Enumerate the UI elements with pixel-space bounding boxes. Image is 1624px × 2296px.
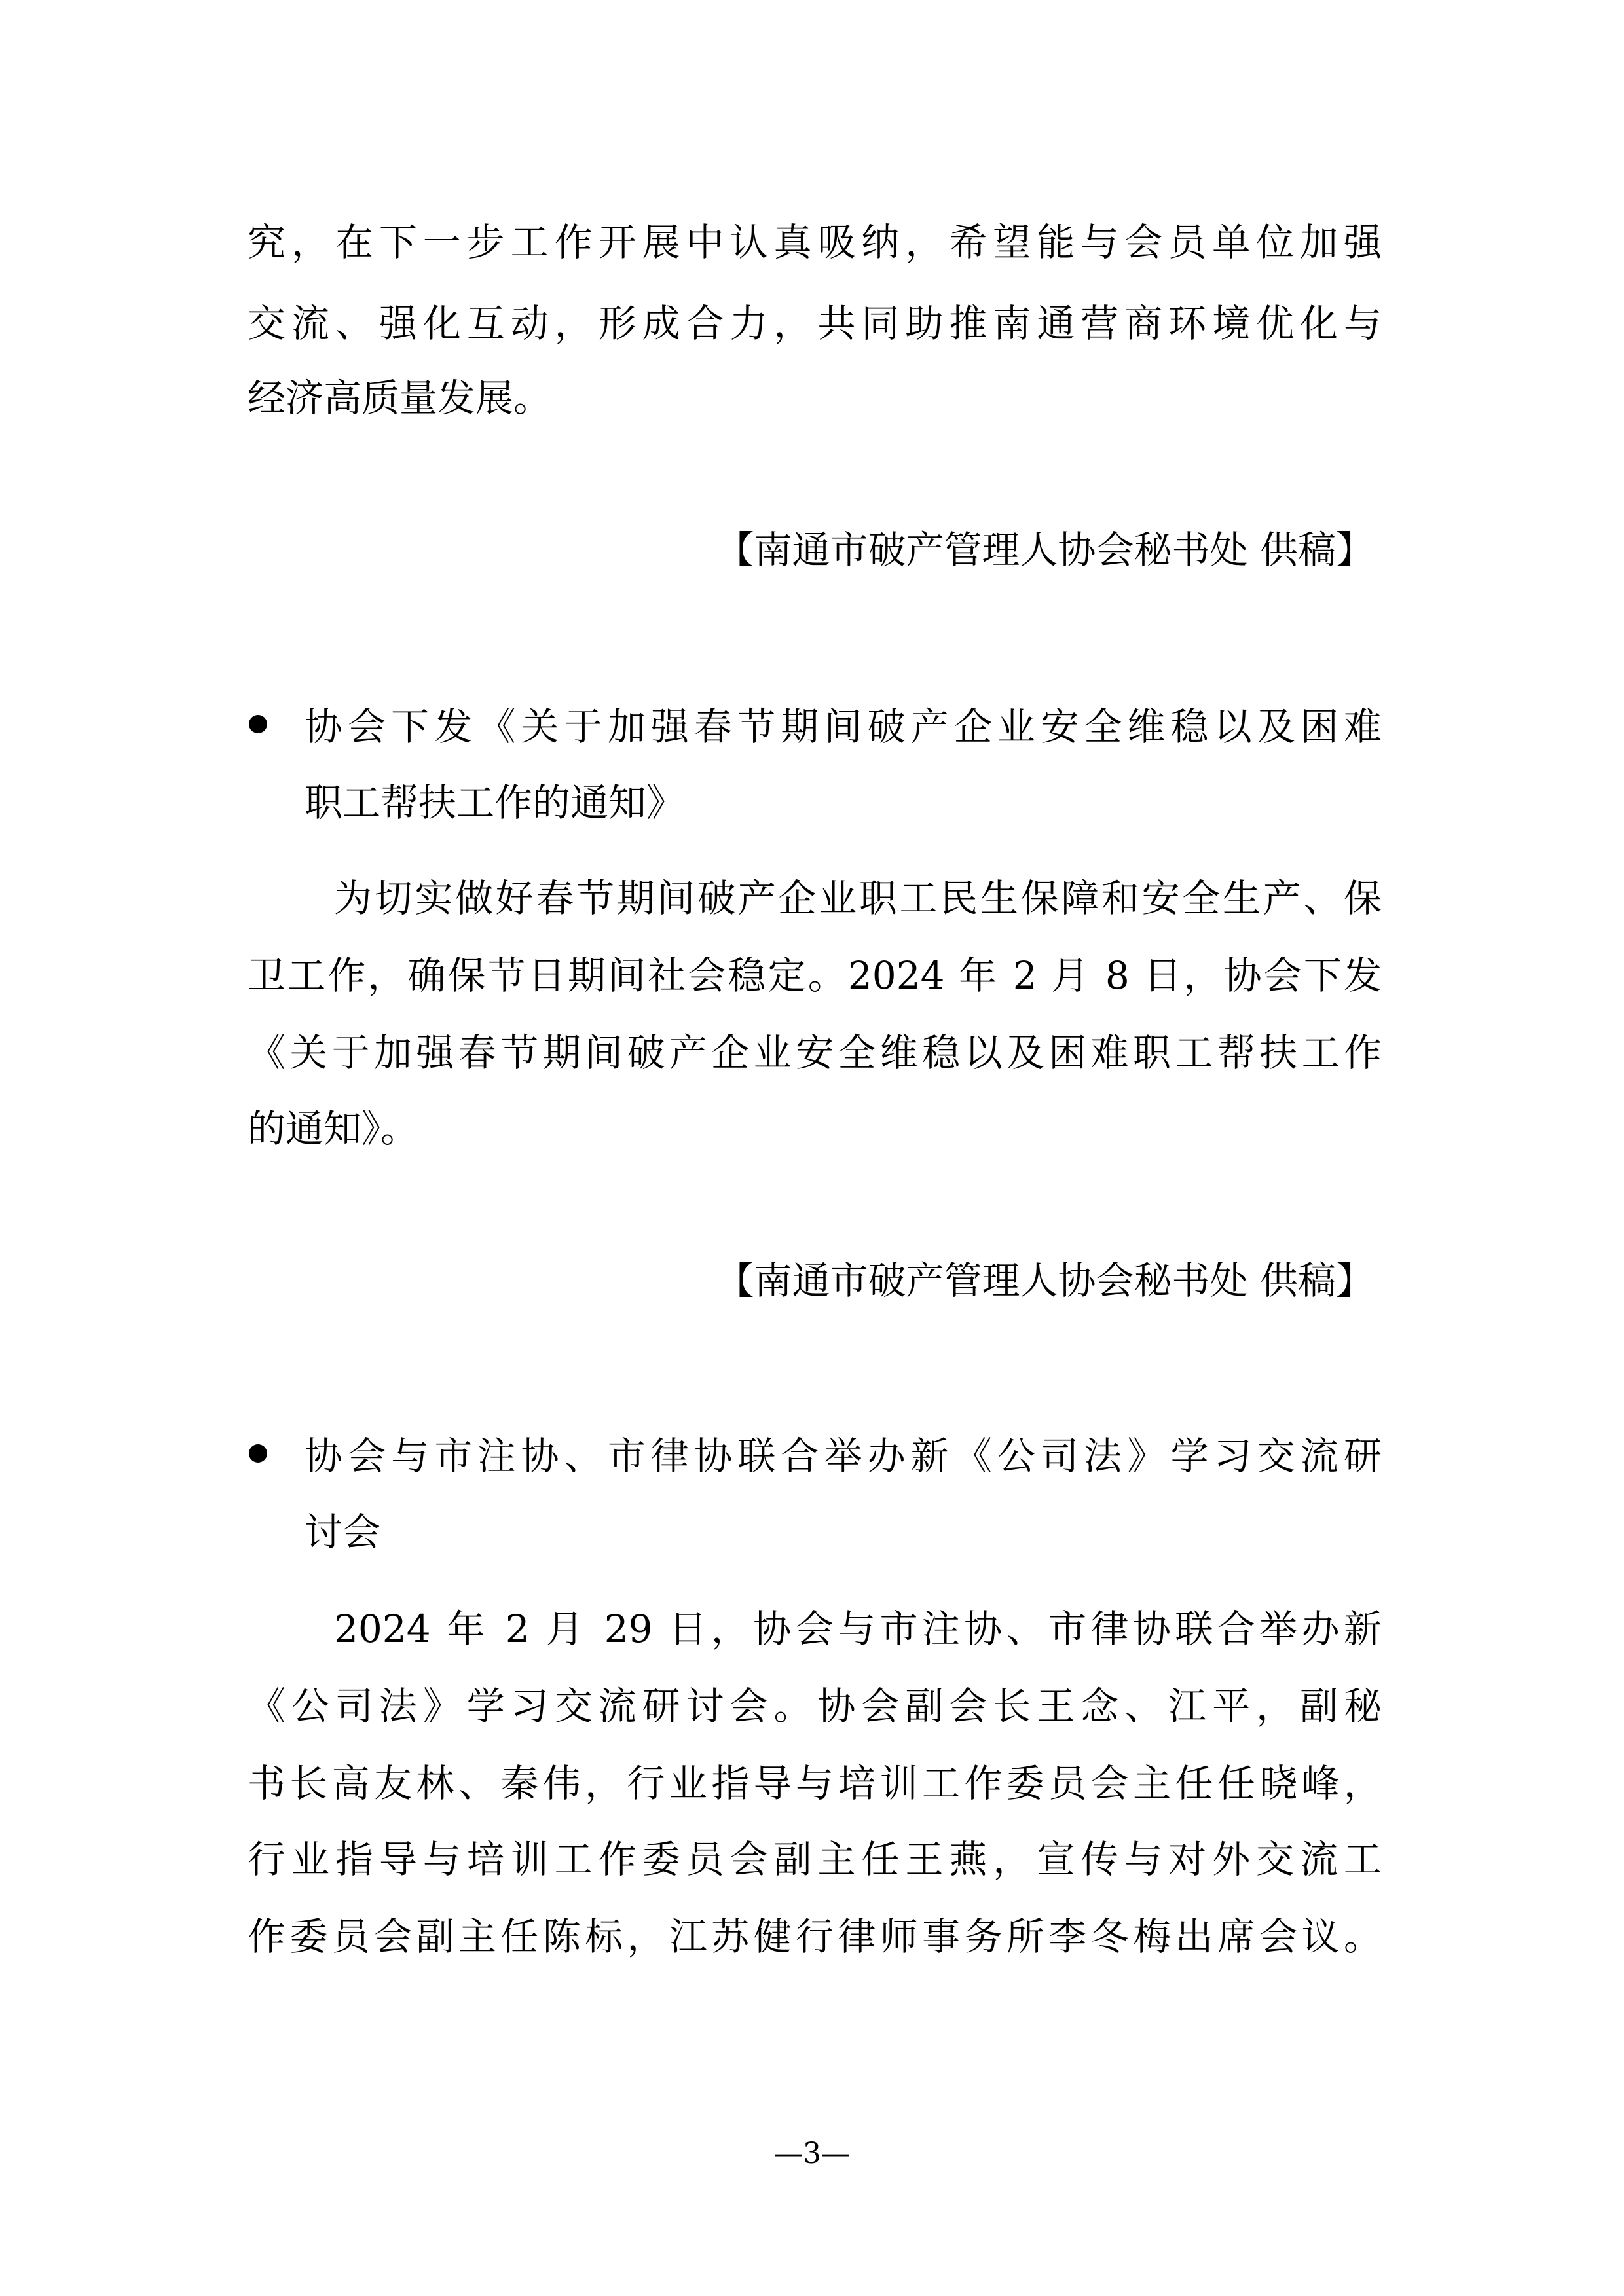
section2-body-line-3: 书长高友林、秦伟，行业指导与培训工作委员会主任任晓峰，	[248, 1761, 1382, 1806]
section2-body-line-2: 《公司法》学习交流研讨会。协会副会长王念、江平，副秘	[248, 1684, 1382, 1728]
page-number: —3—	[774, 2137, 850, 2170]
section2-heading-line-1: 协会与市注协、市律协联合举办新《公司法》学习交流研	[304, 1434, 1382, 1478]
intro-line-1: 究，在下一步工作开展中认真吸纳，希望能与会员单位加强	[248, 220, 1382, 264]
intro-credit: 【南通市破产管理人协会秘书处 供稿】	[716, 528, 1374, 572]
section1-body-line-2: 卫工作，确保节日期间社会稳定。2024 年 2 月 8 日，协会下发	[248, 953, 1382, 998]
section2-body-line-4: 行业指导与培训工作委员会副主任王燕，宣传与对外交流工	[248, 1837, 1382, 1882]
section1-heading-line-1: 协会下发《关于加强春节期间破产企业安全维稳以及困难	[304, 704, 1382, 749]
intro-line-2: 交流、强化互动，形成合力，共同助推南通营商环境优化与	[248, 301, 1382, 346]
section2-bullet-icon	[248, 1430, 274, 1456]
section1-bullet-icon	[248, 701, 274, 727]
section1-heading-line-2: 职工帮扶工作的通知》	[304, 780, 685, 825]
section2-body-line-1: 2024 年 2 月 29 日，协会与市注协、市律协联合举办新	[334, 1607, 1382, 1651]
intro-line-3: 经济高质量发展。	[248, 376, 552, 420]
section1-body-line-4: 的通知》。	[248, 1106, 419, 1151]
section1-body-line-1: 为切实做好春节期间破产企业职工民生保障和安全生产、保	[334, 876, 1382, 920]
section1-credit: 【南通市破产管理人协会秘书处 供稿】	[716, 1258, 1374, 1303]
section2-body-line-5: 作委员会副主任陈标，江苏健行律师事务所李冬梅出席会议。	[248, 1914, 1382, 1959]
section2-heading-line-2: 讨会	[304, 1510, 381, 1554]
section1-body-line-3: 《关于加强春节期间破产企业安全维稳以及困难职工帮扶工作	[248, 1030, 1382, 1075]
